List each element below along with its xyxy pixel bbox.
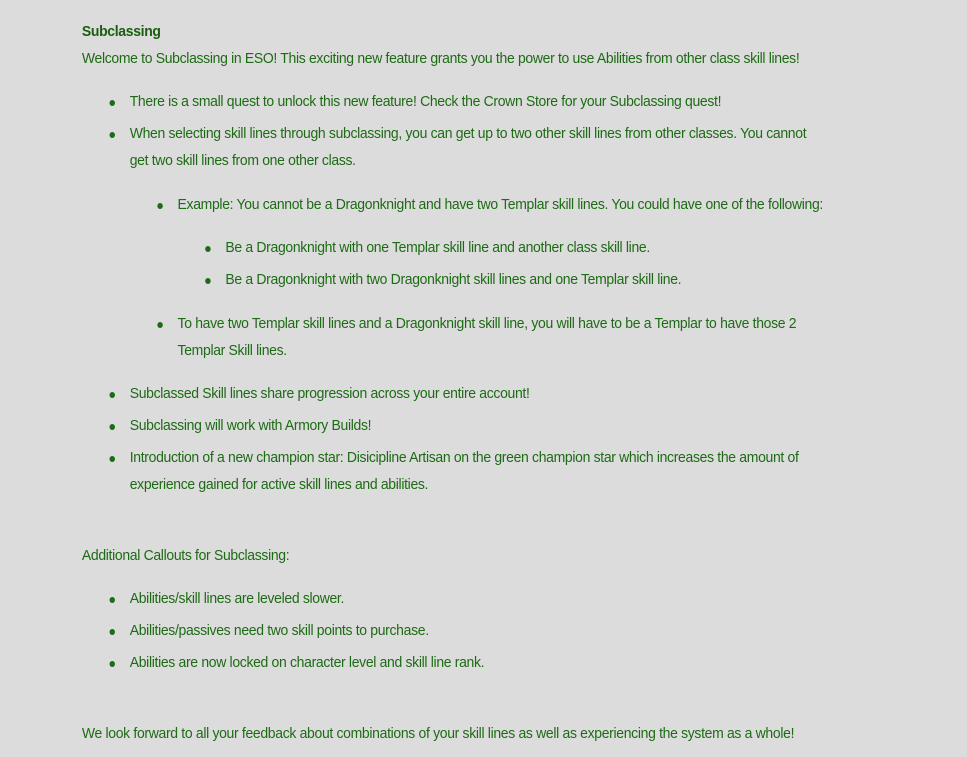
list-item: Abilities/skill lines are leveled slower. xyxy=(130,585,485,612)
callouts-title: Additional Callouts for Subclassing: xyxy=(81,547,290,564)
list-item: To have two Templar skill lines and a Dragonknight skill line, you will have to be a Templar to have those 2 Templar Skill lines. xyxy=(178,310,797,364)
bullet-icon xyxy=(109,100,115,106)
bullet-icon xyxy=(109,629,115,635)
list-item: Example: You cannot be a Dragonknight and have two Templar skill lines. You could have one of the following: xyxy=(178,191,823,218)
bullet-icon xyxy=(109,424,115,430)
main-bullet-list-2 xyxy=(130,380,799,498)
bullet-icon xyxy=(109,597,115,603)
list-item: Abilities/passives need two skill points to purchase. xyxy=(130,617,485,644)
list-item: Be a Dragonknight with one Templar skill line and another class skill line. xyxy=(225,234,681,261)
closing-text: We look forward to all your feedback about combinations of your skill lines as well as experiencing the system as a whole! xyxy=(81,725,795,742)
option-bullet-list xyxy=(225,234,681,293)
callouts-list xyxy=(130,585,485,676)
bullet-icon xyxy=(157,322,163,328)
list-item: Abilities are now locked on character level and skill line rank. xyxy=(130,649,485,676)
list-item: Introduction of a new champion star: Disicipline Artisan on the green champion star which increases the amount of experience gained for active skill lines and abilities. xyxy=(130,444,799,498)
list-item: There is a small quest to unlock this new feature! Check the Crown Store for your Subclassing quest! xyxy=(130,88,807,115)
sub-bullet-list-2 xyxy=(178,310,797,364)
main-bullet-list xyxy=(130,88,807,174)
list-item: Subclassed Skill lines share progression across your entire account! xyxy=(130,380,799,407)
list-item: When selecting skill lines through subclassing, you can get up to two other skill lines from other classes. You cannot get two skill lines from one other class. xyxy=(130,120,807,174)
bullet-icon xyxy=(109,392,115,398)
bullet-icon xyxy=(109,661,115,667)
bullet-icon xyxy=(205,278,211,284)
bullet-icon xyxy=(157,203,163,209)
section-title: Subclassing xyxy=(81,23,161,40)
sub-bullet-list xyxy=(178,191,823,218)
list-item: Subclassing will work with Armory Builds! xyxy=(130,412,799,439)
bullet-icon xyxy=(109,132,115,138)
list-item: Be a Dragonknight with two Dragonknight skill lines and one Templar skill line. xyxy=(225,266,681,293)
bullet-icon xyxy=(205,246,211,252)
bullet-icon xyxy=(109,456,115,462)
intro-text: Welcome to Subclassing in ESO! This exciting new feature grants you the power to use Abilities from other class skill lines! xyxy=(81,50,800,67)
